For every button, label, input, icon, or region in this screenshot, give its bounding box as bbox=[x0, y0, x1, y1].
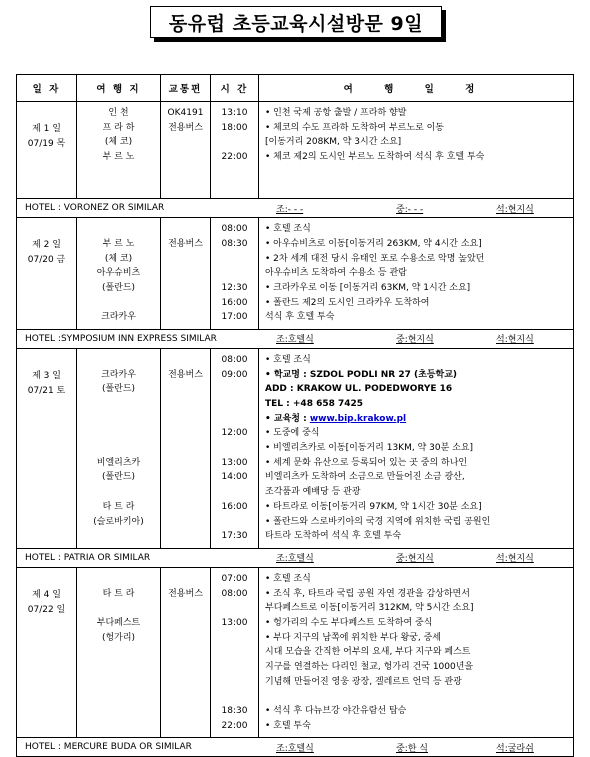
schedule-line: • 호텔 조식 bbox=[265, 224, 311, 235]
time-item: 22:00 bbox=[221, 720, 248, 731]
schedule-line: • 2차 세계 대전 당시 유태인 포로 수용소로 악명 높았던 bbox=[265, 253, 485, 264]
time-item: 18:30 bbox=[221, 706, 248, 717]
place-item: (폴란드) bbox=[101, 472, 136, 483]
transport-item bbox=[163, 572, 208, 587]
hotel-row bbox=[17, 548, 574, 567]
day-label-list bbox=[19, 122, 74, 151]
schedule-line: ADD : KRAKOW UL. PODEDWORYE 16 bbox=[265, 384, 453, 395]
place-item: 타 트 라 bbox=[102, 501, 135, 512]
meal-lunch: 중:- - - bbox=[396, 204, 424, 215]
transport-item: OK4191 bbox=[167, 108, 204, 118]
schedule-line-list bbox=[261, 222, 571, 325]
schedule-line: • 비엘리츠카로 이동[이동거리 13KM, 약 30분 소요] bbox=[265, 443, 474, 454]
place-item: 부 르 노 bbox=[102, 238, 135, 249]
place-item bbox=[79, 165, 158, 180]
transport-item bbox=[163, 353, 208, 368]
time-item-list bbox=[213, 572, 256, 734]
education-office-link[interactable]: www.bip.krakow.pl bbox=[309, 413, 407, 424]
time-item bbox=[213, 645, 256, 660]
meal-breakfast: 조:호텔식 bbox=[276, 554, 314, 565]
schedule-line: • 부다 지구의 남쪽에 위치한 부다 왕궁, 중세 bbox=[265, 632, 441, 643]
time-item bbox=[213, 689, 256, 704]
meal-dinner: 석:현지식 bbox=[496, 204, 534, 215]
schedule-line: • 체코 제2의 도시인 부르노 도착하여 석식 후 호텔 투숙 bbox=[265, 152, 485, 163]
hotel-name: HOTEL :SYMPOSIUM INN EXPRESS SIMILAR bbox=[25, 333, 217, 344]
time-item bbox=[213, 675, 256, 690]
place-item: 인 천 bbox=[108, 108, 129, 118]
meal-lunch: 중:한 식 bbox=[396, 743, 428, 754]
place-item bbox=[79, 441, 158, 456]
place-item bbox=[79, 179, 158, 194]
schedule-line-list bbox=[261, 572, 571, 734]
place-item: 크라카우 bbox=[101, 369, 136, 380]
time-item: 17:00 bbox=[221, 312, 248, 323]
schedule-line: TEL : +48 658 7425 bbox=[265, 399, 364, 409]
time-item bbox=[213, 382, 256, 397]
time-item: 12:30 bbox=[221, 282, 248, 293]
time-item bbox=[213, 515, 256, 530]
place-item: 타 트 라 bbox=[102, 588, 135, 599]
time-cell bbox=[211, 348, 259, 548]
schedule-line: 부다페스트로 이동[이동거리 312KM, 약 5시간 소요] bbox=[265, 603, 474, 614]
place-item bbox=[79, 296, 158, 311]
schedule-line bbox=[261, 412, 571, 427]
hotel-cell bbox=[17, 548, 574, 567]
meal-dinner: 석:현지식 bbox=[496, 554, 534, 565]
place-item: 비엘리츠카 bbox=[96, 457, 141, 468]
time-item bbox=[213, 631, 256, 646]
place-item bbox=[79, 704, 158, 719]
hotel-name: HOTEL : MERCURE BUDA OR SIMILAR bbox=[25, 742, 192, 753]
schedule-line-list bbox=[261, 106, 571, 165]
transport-cell bbox=[161, 218, 211, 330]
transport-item: 전용버스 bbox=[168, 369, 203, 380]
schedule-line: 석식 후 호텔 투숙 bbox=[265, 312, 335, 323]
day-label: 07/21 토 bbox=[27, 385, 66, 396]
time-item bbox=[213, 135, 256, 150]
day-label: 제 1 일 bbox=[32, 124, 61, 134]
day-label: 제 4 일 bbox=[32, 589, 61, 600]
hotel-row bbox=[17, 738, 574, 757]
schedule-cell bbox=[259, 102, 574, 199]
hotel-cell bbox=[17, 329, 574, 348]
day-cell bbox=[17, 102, 77, 199]
time-item: 13:00 bbox=[221, 457, 248, 468]
meal-breakfast: 조:- - - bbox=[276, 204, 304, 215]
time-item: 08:00 bbox=[221, 588, 248, 599]
place-item bbox=[79, 601, 158, 616]
schedule-line: [이동거리 208KM, 약 3시간 소요] bbox=[265, 137, 402, 148]
hotel-info bbox=[17, 738, 573, 756]
place-item bbox=[79, 353, 158, 368]
day-label: 제 3 일 bbox=[32, 370, 61, 381]
schedule-cell bbox=[259, 567, 574, 738]
meal-breakfast: 조:호텔식 bbox=[276, 335, 314, 346]
place-item-list bbox=[79, 353, 158, 544]
day-cell bbox=[17, 567, 77, 738]
place-item bbox=[79, 529, 158, 544]
schedule-line: • 학교명 : SZDOL PODLI NR 27 (초등학교) bbox=[265, 369, 458, 380]
transport-item-list bbox=[163, 572, 208, 601]
day-cell bbox=[17, 348, 77, 548]
time-item: 16:00 bbox=[221, 297, 248, 308]
time-item-list bbox=[213, 222, 256, 325]
schedule-cell bbox=[259, 218, 574, 330]
place-cell bbox=[77, 102, 161, 199]
time-item-list bbox=[213, 106, 256, 165]
day-cell bbox=[17, 218, 77, 330]
transport-item-list bbox=[163, 222, 208, 251]
day-row bbox=[17, 102, 574, 199]
time-item: 08:00 bbox=[221, 224, 248, 235]
day-label-list bbox=[19, 588, 74, 617]
time-item: 13:00 bbox=[221, 617, 248, 628]
schedule-line: 기념해 만들어진 영웅 광장, 겔레르트 언덕 등 관광 bbox=[265, 676, 462, 687]
hotel-name: HOTEL : PATRIA OR SIMILAR bbox=[25, 552, 151, 563]
time-item: 16:00 bbox=[221, 501, 248, 512]
hotel-cell bbox=[17, 199, 574, 218]
time-item: 09:00 bbox=[221, 369, 248, 380]
place-item: (체 코) bbox=[104, 137, 133, 148]
place-item: 프 라 하 bbox=[102, 122, 135, 133]
transport-cell bbox=[161, 348, 211, 548]
time-item: 13:10 bbox=[221, 108, 248, 118]
time-cell bbox=[211, 102, 259, 199]
meal-dinner: 석:현지식 bbox=[496, 335, 534, 346]
place-item: (슬로바키아) bbox=[93, 516, 144, 527]
header-transport: 교통편 bbox=[161, 75, 211, 102]
time-item: 07:00 bbox=[221, 573, 248, 584]
hotel-name: HOTEL : VORONEZ OR SIMILAR bbox=[25, 203, 165, 214]
time-item bbox=[213, 660, 256, 675]
place-item-list bbox=[79, 222, 158, 325]
schedule-line-list bbox=[261, 353, 571, 544]
time-cell bbox=[211, 218, 259, 330]
time-item: 08:00 bbox=[221, 354, 248, 365]
place-item: (폴란드) bbox=[101, 282, 136, 293]
transport-item: 전용버스 bbox=[168, 122, 203, 133]
place-cell bbox=[77, 218, 161, 330]
transport-item-list bbox=[163, 353, 208, 382]
page-title: 동유럽 초등교육시설방문 9일 bbox=[150, 6, 442, 38]
time-item bbox=[213, 485, 256, 500]
time-item bbox=[213, 252, 256, 267]
schedule-line: • 세계 문화 유산으로 등록되어 있는 곳 중의 하나인 bbox=[265, 457, 468, 468]
place-item bbox=[79, 222, 158, 237]
transport-cell bbox=[161, 102, 211, 199]
schedule-line: • 조식 후, 타트라 국립 공원 자연 경관을 감상하면서 bbox=[265, 588, 470, 599]
schedule-line bbox=[261, 689, 571, 704]
place-item bbox=[79, 660, 158, 675]
time-item bbox=[213, 412, 256, 427]
time-item: 18:00 bbox=[221, 122, 248, 133]
education-office-label: • 교육청 : bbox=[265, 413, 310, 424]
place-item bbox=[79, 689, 158, 704]
transport-cell bbox=[161, 567, 211, 738]
place-item bbox=[79, 645, 158, 660]
time-item bbox=[213, 266, 256, 281]
header-place: 여 행 지 bbox=[77, 75, 161, 102]
header-time: 시 간 bbox=[211, 75, 259, 102]
transport-item bbox=[163, 222, 208, 237]
hotel-info bbox=[17, 199, 573, 217]
time-item bbox=[213, 601, 256, 616]
schedule-line: • 폴란드 제2의 도시인 크라카우 도착하여 bbox=[265, 297, 430, 308]
time-item bbox=[213, 441, 256, 456]
place-item: (폴란드) bbox=[101, 384, 136, 395]
meal-lunch: 중:현지식 bbox=[396, 554, 434, 565]
time-item: 17:30 bbox=[221, 531, 248, 542]
schedule-line: • 도중에 중식 bbox=[265, 428, 320, 439]
hotel-row bbox=[17, 329, 574, 348]
schedule-line: 아우슈비츠 도착하여 수용소 등 관람 bbox=[265, 268, 407, 279]
place-item bbox=[79, 572, 158, 587]
time-item: 14:00 bbox=[221, 472, 248, 483]
day-label: 07/19 목 bbox=[27, 138, 66, 149]
place-item bbox=[79, 412, 158, 427]
transport-item: 전용버스 bbox=[168, 588, 203, 599]
meal-breakfast: 조:호텔식 bbox=[276, 743, 314, 754]
day-label-list bbox=[19, 369, 74, 398]
header-itinerary: 여 행 일 정 bbox=[259, 75, 574, 102]
place-item bbox=[79, 719, 158, 734]
place-item: 아우슈비츠 bbox=[96, 268, 141, 279]
transport-item: 전용버스 bbox=[168, 238, 203, 249]
place-item: 크라카우 bbox=[101, 312, 136, 323]
day-label: 제 2 일 bbox=[32, 240, 61, 251]
schedule-line: • 체코의 수도 프라하 도착하여 부르노로 이동 bbox=[265, 122, 444, 133]
time-item: 22:00 bbox=[221, 152, 248, 163]
hotel-info bbox=[17, 330, 573, 348]
time-item bbox=[213, 397, 256, 412]
time-item: 12:00 bbox=[221, 428, 248, 439]
hotel-info bbox=[17, 549, 573, 567]
schedule-line: 비엘리츠카 도착하여 소금으로 만들어진 소금 광산, bbox=[265, 472, 465, 483]
transport-item-list bbox=[163, 106, 208, 135]
schedule-cell bbox=[259, 348, 574, 548]
day-label: 07/20 금 bbox=[27, 254, 66, 265]
place-item: 부 르 노 bbox=[102, 152, 135, 163]
place-item-list bbox=[79, 106, 158, 194]
schedule-line: 타트라 도착하여 석식 후 호텔 투숙 bbox=[265, 531, 402, 542]
schedule-line: • 크라카우로 이동 [이동거리 63KM, 약 1시간 소요] bbox=[265, 282, 471, 293]
itinerary-table bbox=[16, 74, 574, 757]
place-item bbox=[79, 426, 158, 441]
day-label: 07/22 일 bbox=[27, 604, 66, 615]
header-day: 일 자 bbox=[17, 75, 77, 102]
meal-lunch: 중:현지식 bbox=[396, 335, 434, 346]
meal-dinner: 석:굴라쉬 bbox=[496, 743, 534, 754]
day-row bbox=[17, 567, 574, 738]
schedule-line: • 석식 후 다뉴브강 야간유람선 탑승 bbox=[265, 706, 407, 717]
day-row bbox=[17, 348, 574, 548]
place-cell bbox=[77, 348, 161, 548]
schedule-line: 조각품과 예배당 등 관광 bbox=[265, 487, 361, 498]
time-item-list bbox=[213, 353, 256, 544]
schedule-line: 지구를 연결하는 다리인 철교, 헝가리 건국 1000년을 bbox=[265, 662, 474, 672]
schedule-line: • 호텔 투숙 bbox=[265, 720, 311, 731]
schedule-line: • 아우슈비츠로 이동[이동거리 263KM, 약 4시간 소요] bbox=[265, 238, 482, 249]
schedule-line: 시대 모습을 간직한 어부의 요새, 부다 지구와 페스트 bbox=[265, 647, 471, 658]
day-row bbox=[17, 218, 574, 330]
place-item: (헝가리) bbox=[101, 632, 136, 643]
hotel-row bbox=[17, 199, 574, 218]
schedule-line: • 타트라로 이동[이동거리 97KM, 약 1시간 30분 소요] bbox=[265, 501, 482, 512]
place-item: (체 코) bbox=[104, 253, 133, 264]
table-header-row bbox=[17, 75, 574, 102]
schedule-line: • 인천 국제 공항 출발 / 프라하 향발 bbox=[265, 108, 407, 118]
hotel-cell bbox=[17, 738, 574, 757]
time-item: 08:30 bbox=[221, 238, 248, 249]
place-item: 부다페스트 bbox=[96, 617, 141, 628]
schedule-line: • 호텔 조식 bbox=[265, 573, 311, 584]
place-cell bbox=[77, 567, 161, 738]
day-label-list bbox=[19, 238, 74, 267]
time-cell bbox=[211, 567, 259, 738]
place-item bbox=[79, 397, 158, 412]
schedule-line: • 헝가리의 수도 부다페스트 도착하여 중식 bbox=[265, 617, 433, 628]
schedule-line: • 호텔 조식 bbox=[265, 354, 311, 365]
place-item bbox=[79, 485, 158, 500]
schedule-line: • 폴란드와 스로바키아의 국경 지역에 위치한 국립 공원인 bbox=[265, 516, 491, 527]
place-item bbox=[79, 675, 158, 690]
place-item-list bbox=[79, 572, 158, 734]
